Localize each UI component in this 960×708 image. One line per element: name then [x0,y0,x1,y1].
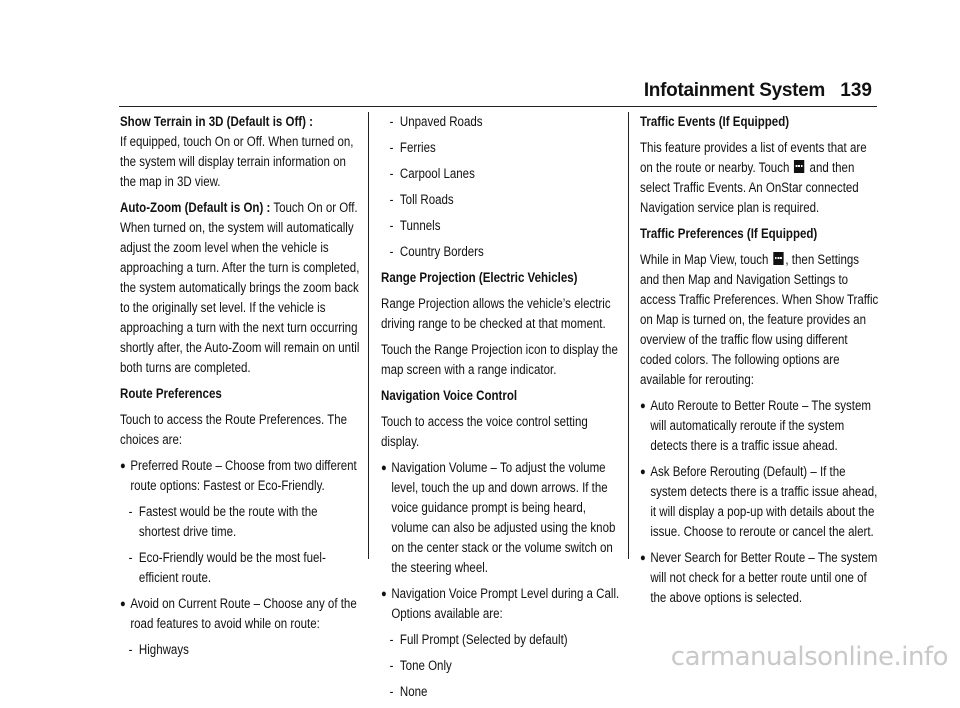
traffic-events-text-a: This feature provides a list of events that are on the route or nearby. Touch [640,140,867,175]
fastest-text: Fastest would be the route with the shortest drive time. [138,504,318,539]
bullet-icon: ● [120,598,126,610]
list-item [640,396,879,456]
never-search-text: Never Search for Better Route – The system will not check for a better route until one of the above options is selected. [650,550,878,605]
dash-marker: - [389,218,394,233]
avoid-item: Tunnels [399,218,441,233]
bullet-icon: ● [640,552,646,564]
dash-marker: - [389,114,394,129]
dash-marker: - [389,244,394,259]
autozoom-body: Touch On or Off. When turned on, the system will automatically adjust the zoom level when the vehicle is approaching a turn. After the turn is completed, the system automatically brings the zoom back to the originally set level. If the vehicle is approaching a turn with the next turn occurring shortly after, the Auto-Zoom will remain on until both turns are completed. [120,200,360,375]
list-item [640,548,879,608]
avoid-item: Toll Roads [399,192,454,207]
list-item [390,138,620,158]
voice-title: Navigation Voice Control [381,388,518,403]
traffic-prefs-text-a: While in Map View, touch [640,252,772,267]
traffic-events-body [640,138,879,218]
terrain-title: Show Terrain in 3D (Default is Off) : [120,114,314,129]
dash-marker: - [389,192,394,207]
list-item [390,682,620,702]
list-item [381,458,620,578]
traffic-prefs-title: Traffic Preferences (If Equipped) [640,226,818,241]
route-prefs-title: Route Preferences [120,386,222,401]
dash-marker: - [389,658,394,673]
page-header [0,80,960,104]
ask-before-text: Ask Before Rerouting (Default) – If the system detects there is a traffic issue ahead, it will display a pop-up with details about the issue. Choose to reroute or cancel the alert. [650,464,878,539]
dash-marker: - [389,166,394,181]
column-divider [628,112,629,559]
bullet-icon: ● [381,588,387,600]
autozoom-title: Auto-Zoom (Default is On) : [120,200,271,215]
list-item [120,594,361,634]
list-item [129,502,361,542]
header-rule [119,106,877,107]
prompt-item: Full Prompt (Selected by default) [399,632,568,647]
dash-marker: - [128,642,133,657]
list-item [381,584,620,624]
prompt-level-text: Navigation Voice Prompt Level during a Call. Options available are: [391,586,620,621]
menu-icon [773,252,783,265]
section-title: Infotainment System [643,80,825,101]
menu-icon [794,160,804,173]
prompt-item: None [399,684,428,699]
traffic-events-text-b: and then select Traffic Events. An OnStar connected Navigation service plan is required. [640,160,859,215]
bullet-icon: ● [120,460,126,472]
bullet-icon: ● [640,466,646,478]
prompt-item: Tone Only [399,658,452,673]
watermark: carmanualsonline.info [670,642,948,672]
page-number: 139 [840,80,872,101]
terrain-body: If equipped, touch On or Off. When turned on, the system will display terrain information on the map in 3D view. [120,134,354,189]
list-item [390,656,620,676]
terrain-section [120,112,361,192]
avoid-text: Avoid on Current Route – Choose any of the road features to avoid while on route: [130,596,357,631]
list-item [390,242,620,262]
dash-marker: - [389,684,394,699]
column-divider [368,112,369,559]
range-body-2: Touch the Range Projection icon to display the map screen with a range indicator. [381,342,618,377]
column-1 [120,112,361,666]
preferred-route-text: Preferred Route – Choose from two different route options: Fastest or Eco-Friendly. [130,458,357,493]
route-prefs-body: Touch to access the Route Preferences. The choices are: [120,412,348,447]
eco-text: Eco-Friendly would be the most fuel-efficient route. [138,550,326,585]
traffic-prefs-body [640,250,879,390]
avoid-item: Unpaved Roads [399,114,483,129]
dash-marker: - [389,140,394,155]
dash-marker: - [389,632,394,647]
list-item [390,190,620,210]
list-item [390,112,620,132]
auto-reroute-text: Auto Reroute to Better Route – The system will automatically reroute if the system detects there is a traffic issue ahead. [650,398,871,453]
dash-marker: - [128,504,133,519]
list-item [390,630,620,650]
list-item [640,462,879,542]
avoid-item: Country Borders [399,244,484,259]
list-item [129,548,361,588]
traffic-prefs-text-b: , then Settings and then Map and Navigation Settings to access Traffic Preferences. When Show Traffic on Map is turned on, the feature provides an overview of the traffic flow using different coded colors. The following options are available for rerouting: [640,252,879,387]
list-item [390,164,620,184]
highways-text: Highways [138,642,189,657]
voice-body: Touch to access the voice control setting display. [381,414,588,449]
autozoom-section [120,198,361,378]
column-3 [640,112,879,614]
list-item [129,640,361,660]
dash-marker: - [128,550,133,565]
bullet-icon: ● [381,462,387,474]
range-title: Range Projection (Electric Vehicles) [381,270,578,285]
avoid-item: Ferries [399,140,436,155]
range-body-1: Range Projection allows the vehicle’s electric driving range to be checked at that moment. [381,296,611,331]
avoid-item: Carpool Lanes [399,166,475,181]
list-item [390,216,620,236]
traffic-events-title: Traffic Events (If Equipped) [640,114,790,129]
bullet-icon: ● [640,400,646,412]
nav-volume-text: Navigation Volume – To adjust the volume level, touch the up and down arrows. If the voice guidance prompt is being heard, volume can also be adjusted using the knob on the center stack or the volume switch on the steering wheel. [391,460,616,575]
column-2 [381,112,620,708]
list-item [120,456,361,496]
